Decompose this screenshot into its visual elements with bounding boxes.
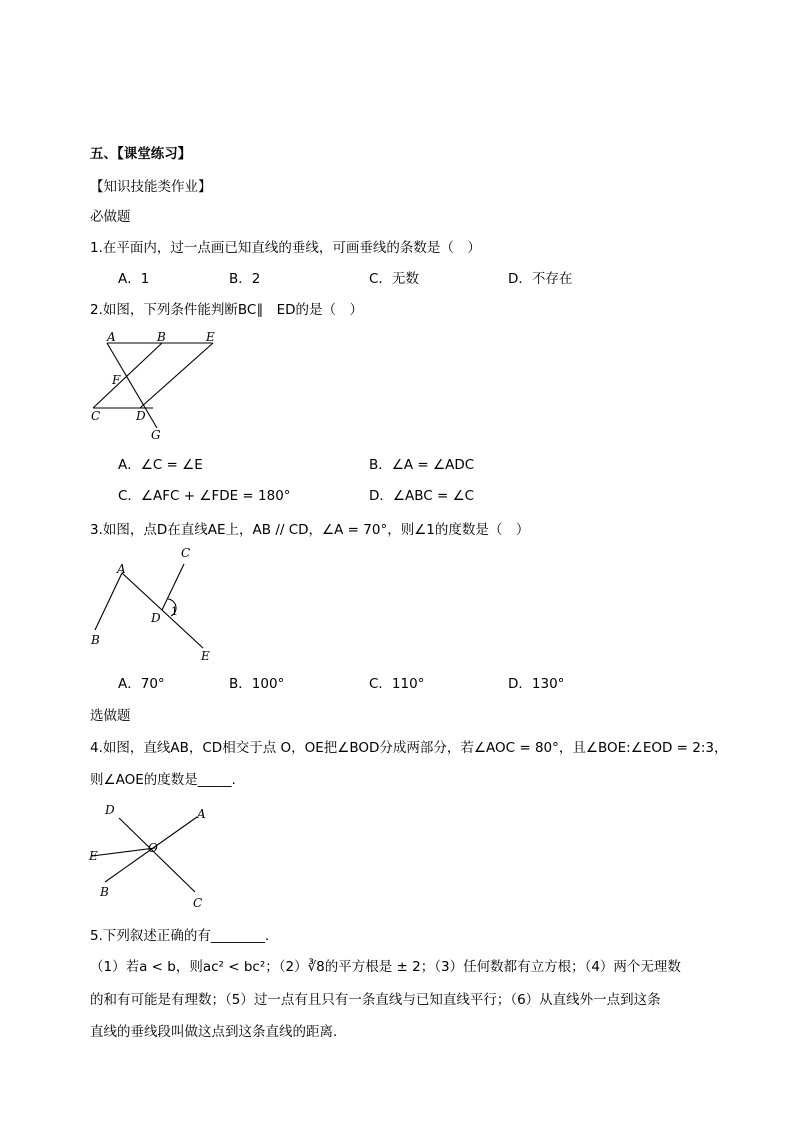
q3-line-ab [95, 573, 122, 630]
q2-label: C [91, 409, 101, 423]
q2-option-c: C．∠AFC + ∠FDE = 180° [118, 488, 291, 504]
q5-stem: 5.下列叙述正确的有________. [90, 928, 270, 944]
q2-label: E [206, 330, 215, 344]
q3-stem: 3.如图，点D在直线AE上，AB // CD，∠A = 70°，则∠1的度数是（ ） [90, 522, 530, 538]
q2-option-a: A．∠C = ∠E [118, 457, 203, 473]
q4-label: C [193, 896, 203, 910]
optional-label: 选做题 [90, 708, 131, 724]
section-title: 五、【课堂练习】 [90, 146, 192, 162]
q2-label: F [112, 373, 121, 387]
q5-line3: 直线的垂线段叫做这点到这条直线的距离. [90, 1024, 338, 1040]
q2-option-d: D．∠ABC = ∠C [369, 488, 475, 504]
q3-label: A [117, 562, 126, 576]
q2-label: D [136, 409, 146, 423]
q1-stem: 1.在平面内，过一点画已知直线的垂线，可画垂线的条数是（ ） [90, 240, 481, 256]
q2-stem: 2.如图，下列条件能判断BC∥ ED的是（ ） [90, 302, 364, 318]
q3-line-dc [162, 564, 184, 610]
q2-figure [85, 325, 235, 445]
q2-label: A [107, 330, 116, 344]
q1-option-d: D．不存在 [508, 271, 573, 287]
q1-option-c: C．无数 [369, 271, 419, 287]
q4-label: D [105, 803, 115, 817]
q3-option-a: A．70° [118, 676, 165, 692]
q4-line-dc [119, 818, 195, 892]
q1-option-b: B．2 [229, 271, 261, 287]
q2-option-b: B．∠A = ∠ADC [369, 457, 475, 473]
category-heading: 【知识技能类作业】 [90, 179, 212, 195]
q3-line-ae [122, 573, 203, 648]
q2-label: B [157, 330, 166, 344]
q3-option-c: C．110° [369, 676, 425, 692]
q5-line1: （1）若a < b，则ac² < bc²；（2）∛8的平方根是 ± 2；（3）任何数都有立方根；（4）两个无理数 [90, 959, 681, 975]
q4-label: O [148, 841, 158, 855]
q3-label: E [201, 649, 210, 663]
q4-label: A [197, 807, 206, 821]
q3-label: B [91, 633, 100, 647]
q3-option-d: D．130° [508, 676, 565, 692]
q3-option-b: B．100° [229, 676, 285, 692]
q3-angle-label: 1 [171, 605, 178, 618]
q3-label: D [151, 611, 161, 625]
q4-label: B [100, 885, 109, 899]
q4-stem-line2: 则∠AOE的度数是_____. [90, 772, 236, 788]
q4-line-oe [92, 848, 155, 856]
q4-label: E [89, 849, 98, 863]
q2-label: G [151, 428, 161, 442]
q3-label: C [181, 546, 191, 560]
q5-line2: 的和有可能是有理数；（5）过一点有且只有一条直线与已知直线平行；（6）从直线外一点到这条 [90, 992, 661, 1008]
q4-stem-line1: 4.如图，直线AB，CD相交于点 O，OE把∠BOD分成两部分，若∠AOC = 80°，且∠BOE:∠EOD = 2:3， [90, 740, 728, 756]
q3-figure [85, 545, 225, 665]
required-label: 必做题 [90, 209, 131, 225]
q1-option-a: A．1 [118, 271, 150, 287]
q4-figure [85, 800, 225, 910]
